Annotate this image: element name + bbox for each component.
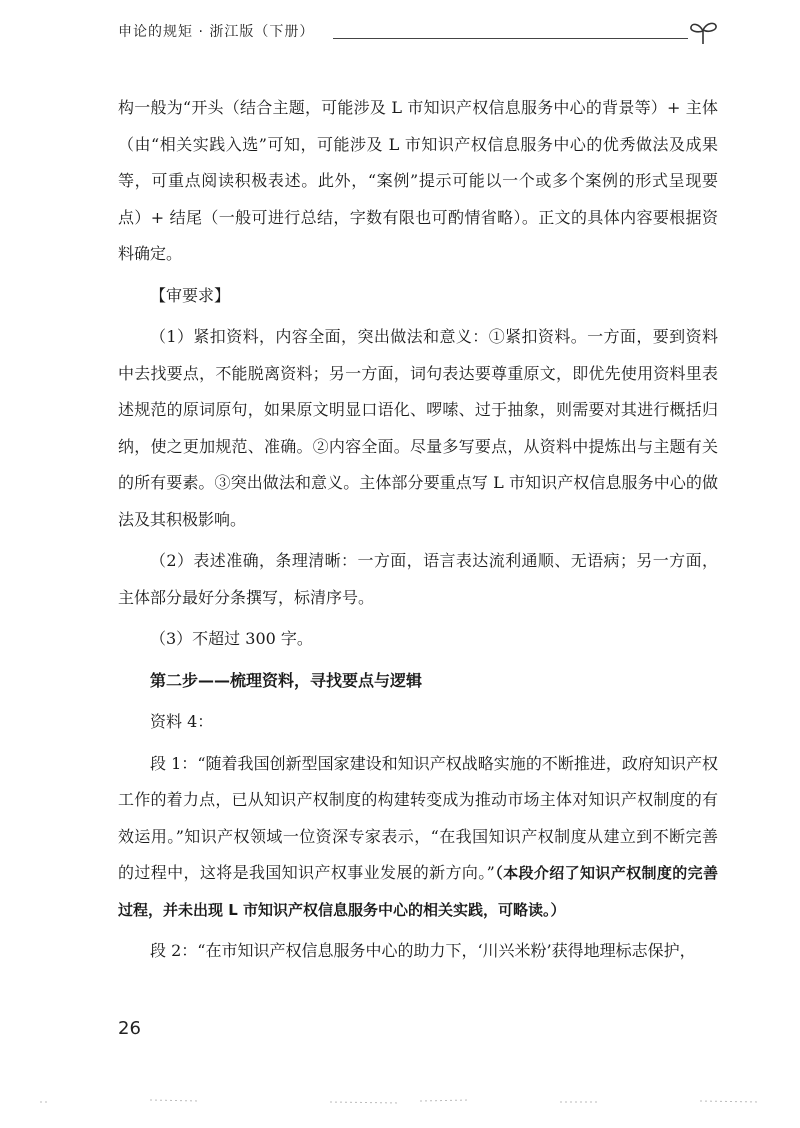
body-text bbox=[118, 90, 718, 975]
page-number: 26 bbox=[118, 1018, 141, 1039]
section-heading-requirements: 【审要求】 bbox=[150, 285, 231, 305]
running-header-title: 申论的规矩 · 浙江版（下册） bbox=[118, 24, 315, 40]
header-rule bbox=[333, 38, 688, 39]
segment-1-note: （本段介绍了知识产权制度的完善过程，并未出现 L 市知识产权信息服务中心的相关实践，可略读。） bbox=[118, 864, 718, 919]
paragraph-requirement-3: （3）不超过 300 字。 bbox=[150, 629, 313, 648]
sprout-icon bbox=[688, 18, 718, 46]
paragraph-segment-1 bbox=[118, 746, 718, 929]
scan-edge-marks bbox=[0, 1092, 800, 1110]
paragraph-structure-continued: 构一般为“开头（结合主题，可能涉及 L 市知识产权信息服务中心的背景等）+ 主体（由“相关实践入选”可知，可能涉及 L 市知识产权信息服务中心的优秀做法及成果等，可重点阅读积极表述。此外，“案例”提示可能以一个或多个案例的形式呈现要点）+ 结尾（一般可进行总结，字数有限也可酌情省略）。正文的具体内容要根据资料确定。 bbox=[118, 98, 718, 263]
paragraph-segment-2: 段 2：“在市知识产权信息服务中心的助力下，‘川兴米粉’获得地理标志保护， bbox=[150, 941, 696, 960]
paragraph-requirement-2: （2）表述准确，条理清晰：一方面，语言表达流利通顺、无语病；另一方面，主体部分最好分条撰写，标清序号。 bbox=[118, 551, 718, 607]
material-label: 资料 4： bbox=[150, 712, 214, 731]
paragraph-requirement-1: （1）紧扣资料，内容全面，突出做法和意义：①紧扣资料。一方面，要到资料中去找要点，不能脱离资料；另一方面，词句表达要尊重原文，即优先使用资料里表述规范的原词原句，如果原文明显口语化、啰嗦、过于抽象，则需要对其进行概括归纳，使之更加规范、准确。②内容全面。尽量多写要点，从资料中提炼出与主题有关的所有要素。③突出做法和意义。主体部分要重点写 L 市知识产权信息服务中心的做法及其积极影响。 bbox=[118, 327, 718, 529]
segment-1-text: 段 1：“随着我国创新型国家建设和知识产权战略实施的不断推进，政府知识产权工作的着力点，已从知识产权制度的构建转变成为推动市场主体对知识产权制度的有效运用。”知识产权领域一位资深专家表示，“在我国知识产权制度从建立到不断完善的过程中，这将是我国知识产权事业发展的新方向。” bbox=[118, 753, 718, 882]
step-two-heading: 第二步——梳理资料，寻找要点与逻辑 bbox=[150, 670, 423, 690]
running-header bbox=[118, 22, 718, 46]
